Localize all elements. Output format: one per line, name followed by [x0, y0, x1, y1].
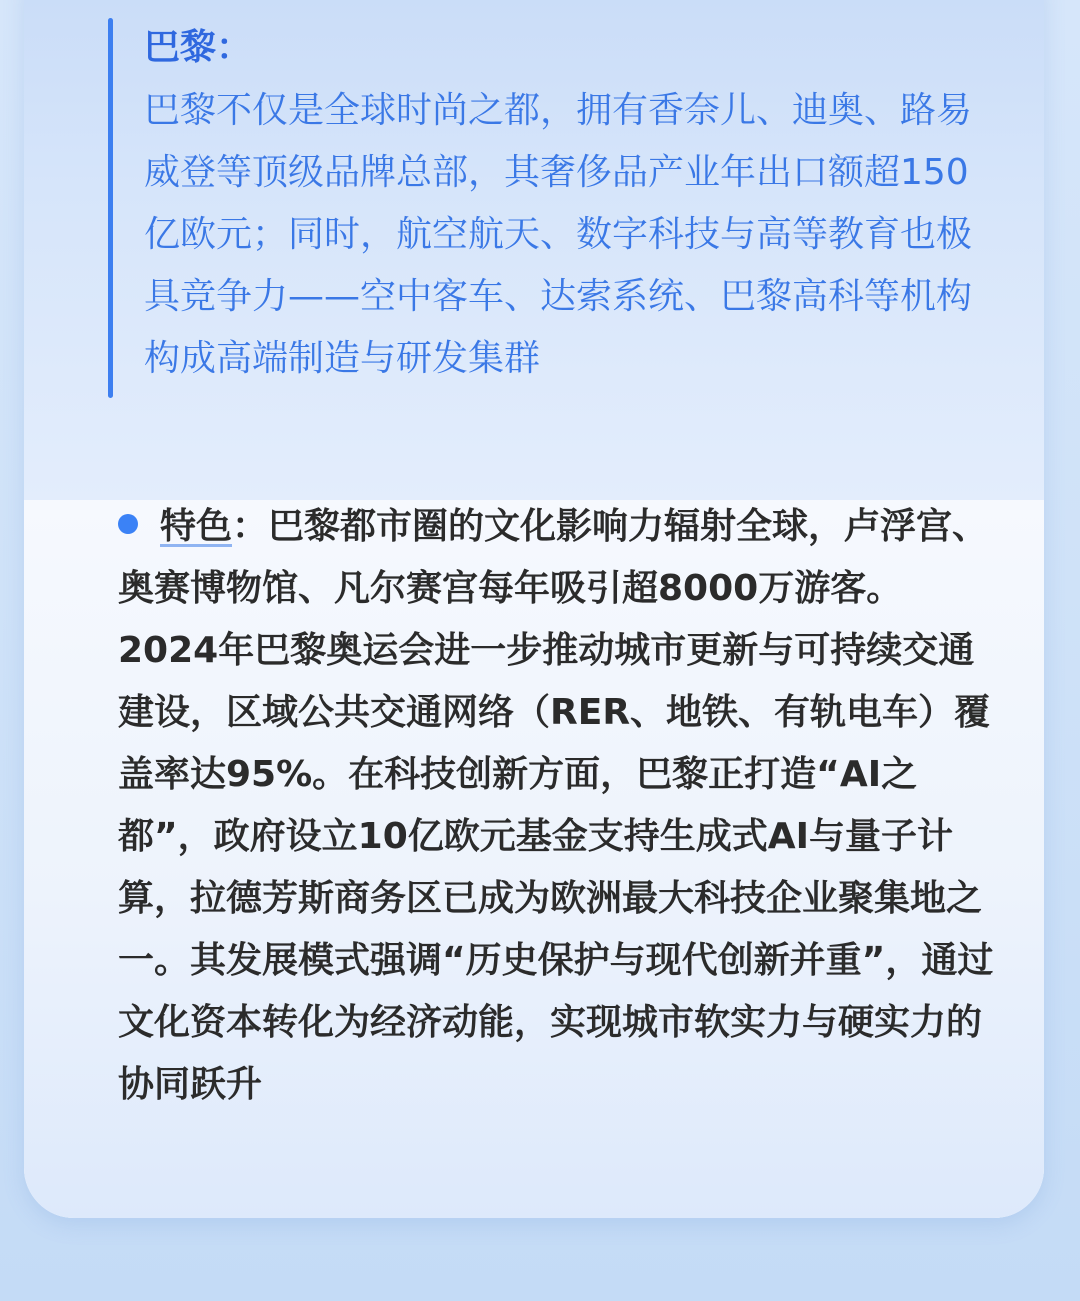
quote-body: 巴黎不仅是全球时尚之都，拥有香奈儿、迪奥、路易威登等顶级品牌总部，其奢侈品产业年出口额超150亿欧元；同时，航空航天、数字科技与高等教育也极具竞争力——空中客车、达索系统、巴黎高科等机构构成高端制造与研发集群	[144, 90, 973, 379]
feature-separator: ：	[232, 506, 269, 547]
quote-accent-bar	[108, 18, 113, 398]
feature-label: 特色	[160, 506, 233, 547]
quote-title: 巴黎：	[144, 27, 253, 68]
feature-body: 巴黎都市圈的文化影响力辐射全球，卢浮宫、奥赛博物馆、凡尔赛宫每年吸引超8000万游客。2024年巴黎奥运会进一步推动城市更新与可持续交通建设，区域公共交通网络（RER、地铁、有轨电车）覆盖率达95%。在科技创新方面，巴黎正打造“AI之都”，政府设立10亿欧元基金支持生成式AI与量子计算，拉德芳斯商务区已成为欧洲最大科技企业聚集地之一。其发展模式强调“历史保护与现代创新并重”，通过文化资本转化为经济动能，实现城市软实力与硬实力的协同跃升	[118, 506, 994, 1105]
content-card	[24, 0, 1044, 1218]
bullet-dot-icon	[118, 514, 138, 534]
quote-panel	[24, 0, 1044, 500]
feature-paragraph	[118, 496, 998, 1116]
